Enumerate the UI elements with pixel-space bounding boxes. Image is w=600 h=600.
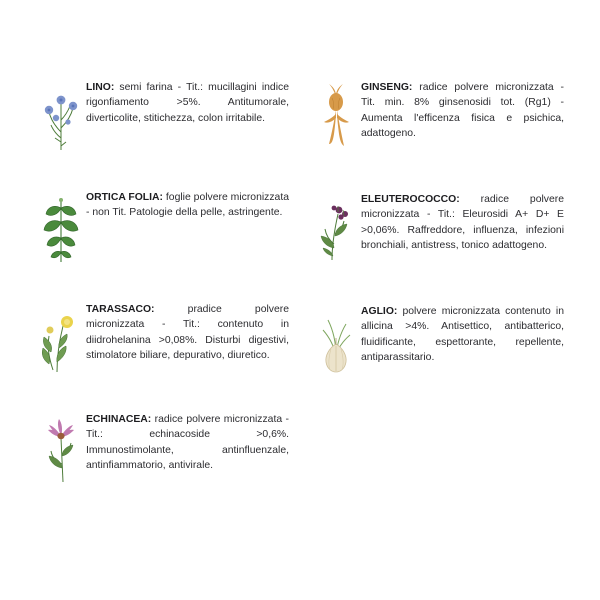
garlic-bulb-icon	[311, 302, 361, 376]
list-item	[36, 300, 289, 374]
columns-container	[36, 78, 564, 518]
eleuthero-berry-icon	[311, 190, 361, 264]
ingredient-name: ELEUTEROCOCCO:	[361, 194, 460, 205]
ingredient-description: radice polvere micronizzata - Tit. min. 8% ginsenosidi tot. (Rg1) - Aumenta l'efficenza fisica e psichica, adattogeno.	[361, 82, 564, 140]
ingredient-name: GINSENG:	[361, 82, 413, 93]
list-item-text	[86, 300, 289, 364]
ingredient-name: AGLIO:	[361, 306, 398, 317]
list-item	[36, 188, 289, 262]
ingredient-description: semi farina - Tit.: mucillagini indice rigonfiamento >5%. Antitumorale, diverticolite, stitichezza, colon irritabile.	[86, 82, 289, 124]
list-item-text	[361, 302, 564, 366]
list-item-text	[361, 78, 564, 142]
list-item	[36, 78, 289, 152]
echinacea-flower-icon	[36, 410, 86, 484]
ingredient-name: ECHINACEA:	[86, 414, 152, 425]
list-item	[311, 302, 564, 376]
ingredient-description: polvere micronizzata contenuto in allicina >4%. Antisettico, antibatterico, fluidificante, espettorante, repellente, antiparassitario.	[361, 306, 564, 364]
ingredient-description: pradice polvere micronizzata - Tit.: contenuto in diidrohelanina >0,08%. Disturbi digestivi, stimolatore biliare, depurativo, diuretico.	[86, 304, 289, 362]
dandelion-plant-icon	[36, 300, 86, 374]
left-column	[36, 78, 289, 518]
ingredient-name: LINO:	[86, 82, 115, 93]
list-item-text	[361, 190, 564, 254]
nettle-plant-icon	[36, 188, 86, 262]
ingredient-name: TARASSACO:	[86, 304, 155, 315]
list-item-text	[86, 410, 289, 474]
ingredient-description: radice polvere micronizzata - Tit.: echinacoside >0,6%. Immunostimolante, antinfluenzale, antinfiammatorio, antivirale.	[86, 414, 289, 472]
ingredient-description: radice polvere micronizzata - Tit.: Eleurosidi A+ D+ E >0,06%. Raffreddore, influenza, infezioni bronchiali, antistress, tonico adattogeno.	[361, 194, 564, 252]
list-item	[36, 410, 289, 484]
list-item	[311, 190, 564, 264]
ingredient-name: ORTICA FOLIA:	[86, 192, 163, 203]
list-item-text	[86, 188, 289, 221]
flax-plant-icon	[36, 78, 86, 152]
list-item	[311, 78, 564, 152]
right-column	[311, 78, 564, 410]
list-item-text	[86, 78, 289, 126]
ginseng-root-icon	[311, 78, 361, 152]
ingredient-description: foglie polvere micronizzata - non Tit. Patologie della pelle, astringente.	[86, 192, 289, 219]
